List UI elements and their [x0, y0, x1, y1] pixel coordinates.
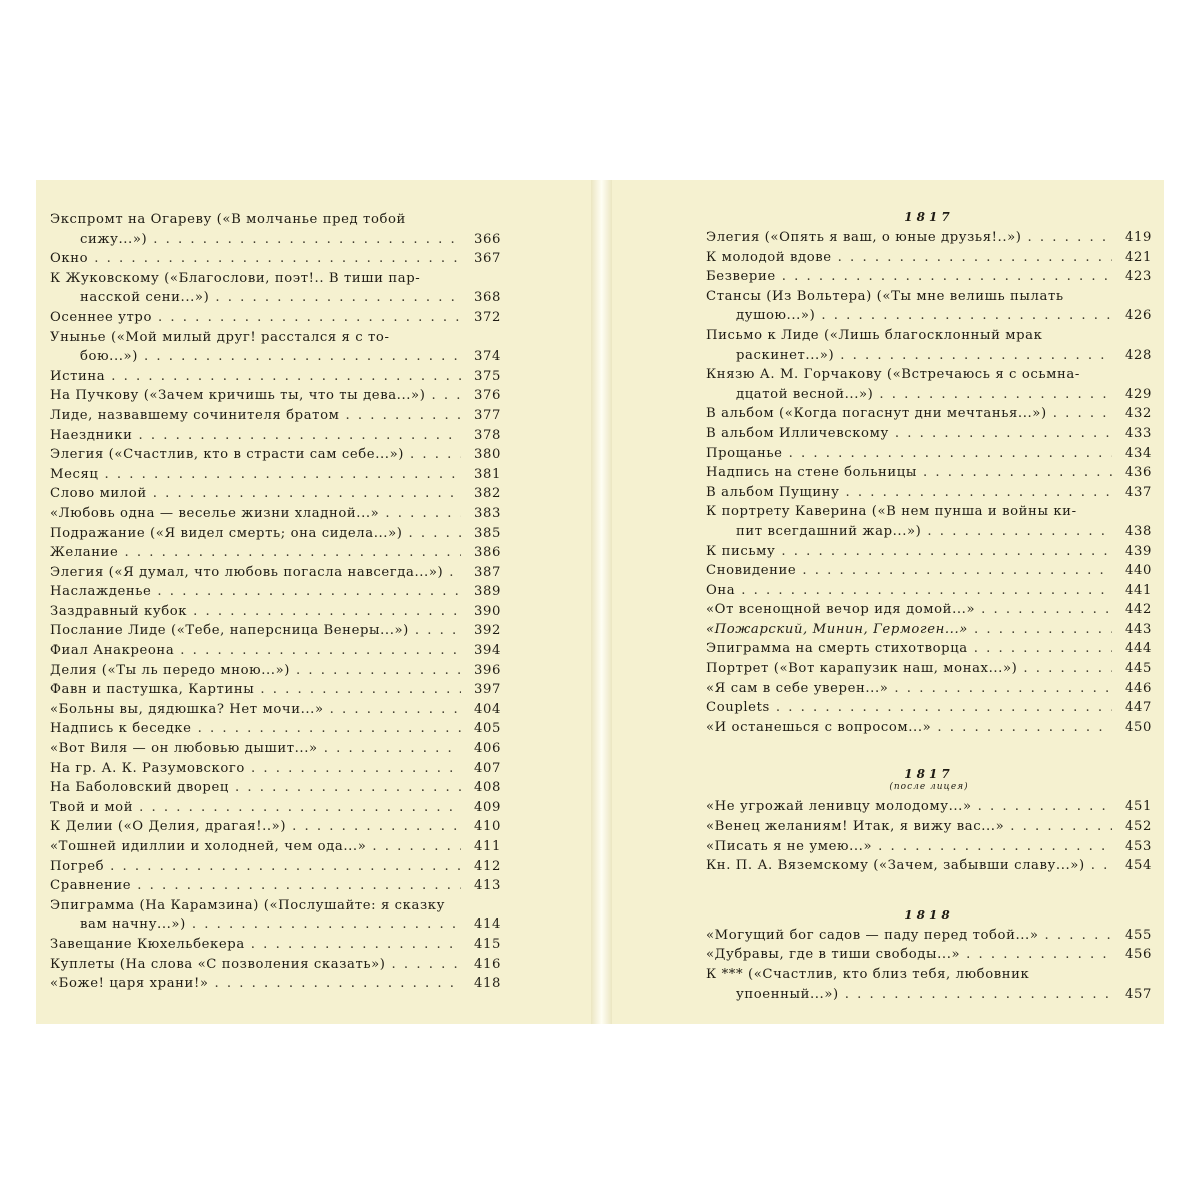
toc-entry-title: Портрет («Вот карапузик наш, монах...»)	[706, 661, 1018, 677]
toc-entry-title: Кн. П. А. Вяземскому («Зачем, забывши славу...»)	[706, 858, 1085, 874]
toc-entry	[50, 857, 501, 877]
toc-page-number: 377	[474, 407, 501, 423]
toc-entry	[706, 797, 1152, 817]
toc-entry-title: Couplets	[706, 700, 770, 716]
dot-leader	[415, 621, 461, 641]
dot-leader	[821, 306, 1112, 326]
toc-page-number: 446	[1125, 680, 1152, 696]
toc-entry-title: На гр. А. К. Разумовского	[50, 760, 245, 776]
toc-entry-title: Окно	[50, 251, 89, 267]
toc-page-number: 380	[474, 447, 501, 463]
toc-entry-title: Прощанье	[706, 445, 783, 461]
dot-leader	[94, 249, 461, 269]
toc-page-number: 436	[1125, 465, 1152, 481]
section-subheading: (после лицея)	[889, 782, 969, 793]
toc-entry-title: Подражание («Я видел смерть; она сидела...»)	[50, 525, 403, 541]
toc-entry	[50, 739, 501, 759]
toc-page-number: 441	[1125, 582, 1152, 598]
toc-entry-title: К Делии («О Делия, драгая!..»)	[50, 819, 287, 835]
dot-leader	[449, 563, 461, 583]
toc-entry	[50, 308, 501, 328]
toc-page-number: 390	[474, 603, 501, 619]
toc-page-number: 394	[474, 643, 501, 659]
toc-entry	[706, 228, 1152, 248]
toc-entry-title: Погреб	[50, 858, 105, 874]
toc-page-number: 444	[1125, 641, 1152, 657]
dot-leader	[927, 522, 1112, 542]
toc-entry	[50, 700, 501, 720]
right-toc-sections	[706, 208, 1152, 1004]
dot-leader	[124, 543, 461, 563]
dot-leader	[894, 679, 1112, 699]
toc-page-number: 418	[474, 976, 501, 992]
section-year-heading: 1818	[904, 907, 954, 922]
toc-page-number: 456	[1125, 947, 1152, 963]
toc-entry-title: «И останешься с вопросом...»	[706, 719, 932, 735]
toc-page-number: 450	[1125, 719, 1152, 735]
toc-page-number: 438	[1125, 523, 1152, 539]
toc-entry-title: Надпись на стене больницы	[706, 465, 917, 481]
section-toc-list	[706, 797, 1152, 875]
toc-entry-title-line: Экспромт на Огареву («В молчанье пред тобой	[50, 212, 406, 227]
toc-entry-title: вам начну...»)	[80, 917, 186, 933]
toc-entry	[706, 926, 1152, 946]
left-page	[36, 180, 591, 1024]
toc-page-number: 407	[474, 760, 501, 776]
toc-entry	[706, 542, 1152, 562]
toc-entry-title-line: Письмо к Лиде («Лишь благосклонный мрак	[706, 327, 1043, 343]
toc-entry-title: бою...»)	[80, 349, 138, 365]
toc-page-number: 381	[474, 466, 501, 482]
toc-entry	[50, 641, 501, 661]
toc-entry-title: Желание	[50, 545, 119, 561]
toc-entry-title: К письму	[706, 543, 776, 559]
section-toc-list	[706, 228, 1152, 737]
toc-page-number: 405	[474, 721, 501, 737]
toc-entry-title: «Не угрожай ленивцу молодому...»	[706, 799, 972, 815]
dot-leader	[153, 484, 461, 504]
toc-entry	[706, 698, 1152, 718]
dot-leader	[840, 346, 1112, 366]
toc-entry-title: Элегия («Я думал, что любовь погасла навсегда...»)	[50, 564, 444, 580]
toc-entry-title: Твой и мой	[50, 799, 134, 815]
toc-entry	[50, 269, 501, 308]
dot-leader	[978, 797, 1112, 817]
toc-page-number: 396	[474, 662, 501, 678]
toc-page-number: 410	[474, 819, 501, 835]
toc-entry	[706, 444, 1152, 464]
toc-page-number: 447	[1125, 700, 1152, 716]
toc-page-number: 408	[474, 780, 501, 796]
toc-entry	[50, 249, 501, 269]
dot-leader	[409, 524, 461, 544]
dot-leader	[845, 985, 1112, 1005]
dot-leader	[1023, 659, 1112, 679]
toc-entry-title: Она	[706, 582, 736, 598]
toc-entry-title: Эпиграмма на смерть стихотворца	[706, 641, 968, 657]
dot-leader	[111, 367, 461, 387]
toc-page-number: 416	[474, 956, 501, 972]
toc-entry-title: упоенный...»)	[736, 986, 839, 1002]
toc-entry-title: В альбом Илличевскому	[706, 425, 889, 441]
toc-entry	[50, 445, 501, 465]
dot-leader	[296, 661, 461, 681]
toc-section	[706, 208, 1152, 737]
toc-entry-title: Лиде, назвавшему сочинителя братом	[50, 407, 340, 423]
toc-entry-title: Надпись к беседке	[50, 721, 192, 737]
toc-entry-title: На Баболовский дворец	[50, 780, 229, 796]
toc-entry-title: Элегия («Счастлив, кто в страсти сам себе...»)	[50, 447, 404, 463]
dot-leader	[180, 641, 461, 661]
toc-entry-title: «Дубравы, где в тиши свободы...»	[706, 947, 961, 963]
toc-entry	[706, 248, 1152, 268]
toc-entry-title: «Писать я не умею...»	[706, 838, 873, 854]
dot-leader	[235, 778, 461, 798]
toc-entry-title: сижу...»)	[80, 231, 148, 247]
toc-page-number: 406	[474, 741, 501, 757]
dot-leader	[139, 798, 461, 818]
toc-page-number: 432	[1125, 406, 1152, 422]
toc-entry	[706, 502, 1152, 541]
toc-entry	[50, 719, 501, 739]
toc-page-number: 383	[474, 505, 501, 521]
dot-leader	[260, 680, 461, 700]
toc-entry-title: раскинет...»)	[736, 347, 835, 363]
toc-entry	[706, 718, 1152, 738]
toc-entry	[706, 267, 1152, 287]
toc-entry-title: На Пучкову («Зачем кричишь ты, что ты дева...»)	[50, 388, 426, 404]
toc-entry-title: В альбом Пущину	[706, 484, 840, 500]
toc-entry-title: «От всенощной вечор идя домой...»	[706, 602, 976, 618]
dot-leader	[838, 248, 1112, 268]
toc-entry	[706, 600, 1152, 620]
toc-entry-title: «Боже! царя храни!»	[50, 976, 209, 992]
dot-leader	[878, 837, 1112, 857]
toc-entry-title: «Венец желаниям! Итак, я вижу вас...»	[706, 819, 1005, 835]
toc-entry	[706, 561, 1152, 581]
dot-leader	[215, 974, 461, 994]
toc-entry-title: Элегия («Опять я ваш, о юные друзья!..»)	[706, 230, 1022, 245]
toc-entry-title: Безверие	[706, 269, 776, 285]
dot-leader	[410, 445, 461, 465]
dot-leader	[937, 718, 1112, 738]
toc-entry	[50, 582, 501, 602]
toc-entry-title-line: К Жуковскому («Благослови, поэт!.. В тиши пар-	[50, 270, 421, 286]
toc-page-number: 423	[1125, 269, 1152, 285]
dot-leader	[345, 406, 461, 426]
toc-entry	[50, 680, 501, 700]
toc-entry	[706, 424, 1152, 444]
toc-entry-title-line: Эпиграмма (На Карамзина) («Послушайте: я сказку	[50, 897, 445, 913]
toc-entry	[50, 661, 501, 681]
toc-entry-title-line: Стансы (Из Вольтера) («Ты мне велишь пылать	[706, 288, 1064, 304]
toc-entry	[50, 504, 501, 524]
toc-entry-title: пит всегдашний жар...»)	[736, 523, 922, 539]
dot-leader	[781, 542, 1112, 562]
dot-leader	[157, 582, 461, 602]
dot-leader	[1091, 856, 1112, 876]
dot-leader	[372, 837, 461, 857]
toc-page-number: 437	[1125, 484, 1152, 500]
toc-entry-title-line: К портрету Каверина («В нем пунша и войны ки-	[706, 504, 1077, 520]
toc-page-number: 452	[1125, 819, 1152, 835]
toc-page-number: 409	[474, 799, 501, 815]
toc-entry-title: Заздравный кубок	[50, 603, 188, 619]
toc-entry	[706, 965, 1152, 1004]
toc-page-number: 451	[1125, 799, 1152, 815]
toc-entry	[50, 484, 501, 504]
dot-leader	[137, 876, 461, 896]
toc-entry	[50, 426, 501, 446]
toc-entry	[706, 326, 1152, 365]
dot-leader	[846, 483, 1113, 503]
dot-leader	[324, 739, 461, 759]
dot-leader	[1028, 228, 1112, 248]
toc-entry	[50, 406, 501, 426]
toc-entry	[50, 524, 501, 544]
toc-entry-title: Фавн и пастушка, Картины	[50, 682, 255, 698]
toc-entry-title: Слово милой	[50, 486, 147, 502]
dot-leader	[1010, 817, 1112, 837]
dot-leader	[139, 426, 462, 446]
toc-entry-title-line: К *** («Счастлив, кто близ тебя, любовник	[706, 967, 1030, 982]
toc-page-number: 376	[474, 388, 501, 404]
toc-page-number: 378	[474, 427, 501, 443]
toc-entry-title: Делия («Ты ль передо мною...»)	[50, 662, 290, 678]
toc-page-number: 419	[1125, 230, 1152, 245]
toc-entry	[50, 896, 501, 935]
toc-entry-title: К молодой вдове	[706, 249, 832, 265]
dot-leader	[1045, 926, 1112, 946]
toc-page-number: 412	[474, 858, 501, 874]
dot-leader	[193, 602, 461, 622]
toc-entry	[50, 465, 501, 485]
dot-leader	[392, 955, 461, 975]
toc-entry	[50, 759, 501, 779]
toc-entry	[50, 778, 501, 798]
dot-leader	[158, 308, 461, 328]
toc-entry-title: Наездники	[50, 427, 133, 443]
toc-entry-title-line: Унынье («Мой милый друг! расстался я с то-	[50, 329, 390, 345]
toc-page-number: 375	[474, 368, 501, 384]
toc-entry-title: Сновидение	[706, 563, 797, 579]
toc-page-number: 411	[474, 839, 501, 854]
toc-entry	[50, 543, 501, 563]
toc-entry-title: «Могущий бог садов — паду перед тобой...»	[706, 927, 1039, 943]
toc-entry	[50, 955, 501, 975]
dot-leader	[251, 759, 461, 779]
toc-entry-title: В альбом («Когда погаснут дни мечтанья...»)	[706, 406, 1047, 422]
toc-section	[706, 906, 1152, 1004]
toc-page-number: 404	[474, 701, 501, 717]
toc-page-number: 389	[474, 584, 501, 600]
toc-entry	[50, 935, 501, 955]
toc-entry	[50, 817, 501, 837]
toc-entry	[50, 602, 501, 622]
left-toc-list	[50, 210, 501, 994]
dot-leader	[974, 620, 1112, 640]
toc-page-number: 366	[474, 231, 501, 247]
toc-entry-title-line: Князю А. М. Горчакову («Встречаюсь я с осьмна-	[706, 367, 1080, 383]
toc-entry	[50, 837, 501, 857]
dot-leader	[192, 915, 461, 935]
dot-leader	[330, 700, 461, 720]
toc-entry-title: Наслажденье	[50, 584, 152, 600]
dot-leader	[782, 267, 1112, 287]
toc-entry-title: «Любовь одна — веселье жизни хладной...»	[50, 505, 380, 521]
toc-page-number: 439	[1125, 543, 1152, 559]
toc-entry	[706, 945, 1152, 965]
toc-entry	[706, 620, 1152, 640]
dot-leader	[385, 504, 461, 524]
toc-entry	[50, 798, 501, 818]
dot-leader	[974, 639, 1112, 659]
toc-entry-title: Осеннее утро	[50, 309, 153, 325]
toc-entry-title: Истина	[50, 368, 106, 384]
toc-page-number: 457	[1125, 986, 1152, 1002]
toc-entry	[706, 679, 1152, 699]
toc-entry	[706, 463, 1152, 483]
dot-leader	[198, 719, 461, 739]
dot-leader	[789, 444, 1112, 464]
toc-entry	[50, 367, 501, 387]
toc-entry-title: «Пожарский, Минин, Гермоген...»	[706, 621, 968, 637]
right-page	[612, 180, 1164, 1024]
dot-leader	[215, 288, 461, 308]
toc-page-number: 382	[474, 486, 501, 502]
section-year-heading: 1817	[904, 767, 954, 782]
toc-entry-title: «Тошней идиллии и холодней, чем ода...»	[50, 839, 367, 854]
toc-entry-title: Куплеты (На слова «С позволения сказать»)	[50, 956, 386, 972]
toc-entry	[50, 328, 501, 367]
dot-leader	[105, 465, 462, 485]
book-gutter	[591, 180, 612, 1024]
toc-entry	[706, 483, 1152, 503]
dot-leader	[153, 230, 461, 250]
dot-leader	[292, 817, 461, 837]
toc-page-number: 433	[1125, 425, 1152, 441]
dot-leader	[741, 581, 1112, 601]
toc-page-number: 374	[474, 349, 501, 365]
toc-section	[706, 765, 1152, 875]
toc-entry	[706, 659, 1152, 679]
toc-entry	[706, 581, 1152, 601]
toc-entry	[706, 837, 1152, 857]
toc-page-number: 385	[474, 525, 501, 541]
toc-page-number: 414	[474, 917, 501, 933]
toc-page-number: 372	[474, 309, 501, 325]
dot-leader	[895, 424, 1112, 444]
toc-page-number: 429	[1125, 386, 1152, 402]
dot-leader	[966, 945, 1112, 965]
dot-leader	[431, 386, 461, 406]
toc-page-number: 455	[1125, 927, 1152, 943]
toc-page-number: 387	[474, 564, 501, 580]
toc-entry-title: Послание Лиде («Тебе, наперсница Венеры...»)	[50, 623, 409, 639]
toc-entry-title: Сравнение	[50, 878, 132, 894]
dot-leader	[144, 347, 461, 367]
toc-entry	[50, 210, 501, 249]
toc-entry	[50, 876, 501, 896]
toc-page-number: 440	[1125, 563, 1152, 579]
dot-leader	[110, 857, 461, 877]
toc-page-number: 453	[1125, 838, 1152, 854]
toc-entry	[50, 974, 501, 994]
toc-page-number: 413	[474, 878, 501, 894]
section-year-heading: 1817	[904, 210, 954, 224]
toc-page-number: 367	[474, 251, 501, 267]
toc-entry-title: Месяц	[50, 466, 99, 482]
dot-leader	[879, 385, 1112, 405]
toc-page-number: 445	[1125, 661, 1152, 677]
toc-entry-title: Фиал Анакреона	[50, 643, 175, 659]
dot-leader	[802, 561, 1112, 581]
toc-page-number: 397	[474, 682, 501, 698]
toc-page-number: 426	[1125, 308, 1152, 324]
toc-entry	[706, 856, 1152, 876]
toc-entry	[50, 563, 501, 583]
section-toc-list	[706, 926, 1152, 1004]
toc-entry-title: «Больны вы, дядюшка? Нет мочи...»	[50, 701, 324, 717]
toc-entry-title: насской сени...»)	[80, 290, 210, 306]
toc-entry	[706, 817, 1152, 837]
toc-page-number: 386	[474, 545, 501, 561]
toc-entry	[50, 621, 501, 641]
toc-entry	[706, 365, 1152, 404]
toc-page-number: 442	[1125, 602, 1152, 618]
toc-page-number: 443	[1125, 621, 1152, 637]
dot-leader	[1053, 404, 1112, 424]
toc-entry-title: «Вот Виля — он любовью дышит...»	[50, 741, 318, 757]
toc-entry	[706, 639, 1152, 659]
toc-entry-title: Завещание Кюхельбекера	[50, 936, 245, 952]
toc-entry-title: дцатой весной...»)	[736, 386, 874, 402]
toc-entry-title: душою...»)	[736, 308, 816, 324]
toc-page-number: 428	[1125, 347, 1152, 363]
dot-leader	[923, 463, 1112, 483]
toc-page-number: 421	[1125, 249, 1152, 265]
toc-entry	[50, 386, 501, 406]
toc-page-number: 415	[474, 936, 501, 952]
toc-entry	[706, 287, 1152, 326]
dot-leader	[981, 600, 1112, 620]
toc-page-number: 434	[1125, 445, 1152, 461]
toc-entry-title: «Я сам в себе уверен...»	[706, 680, 889, 696]
dot-leader	[251, 935, 461, 955]
dot-leader	[776, 698, 1112, 718]
toc-page-number: 368	[474, 290, 501, 306]
toc-page-number: 392	[474, 623, 501, 639]
toc-page-number: 454	[1125, 858, 1152, 874]
toc-entry	[706, 404, 1152, 424]
